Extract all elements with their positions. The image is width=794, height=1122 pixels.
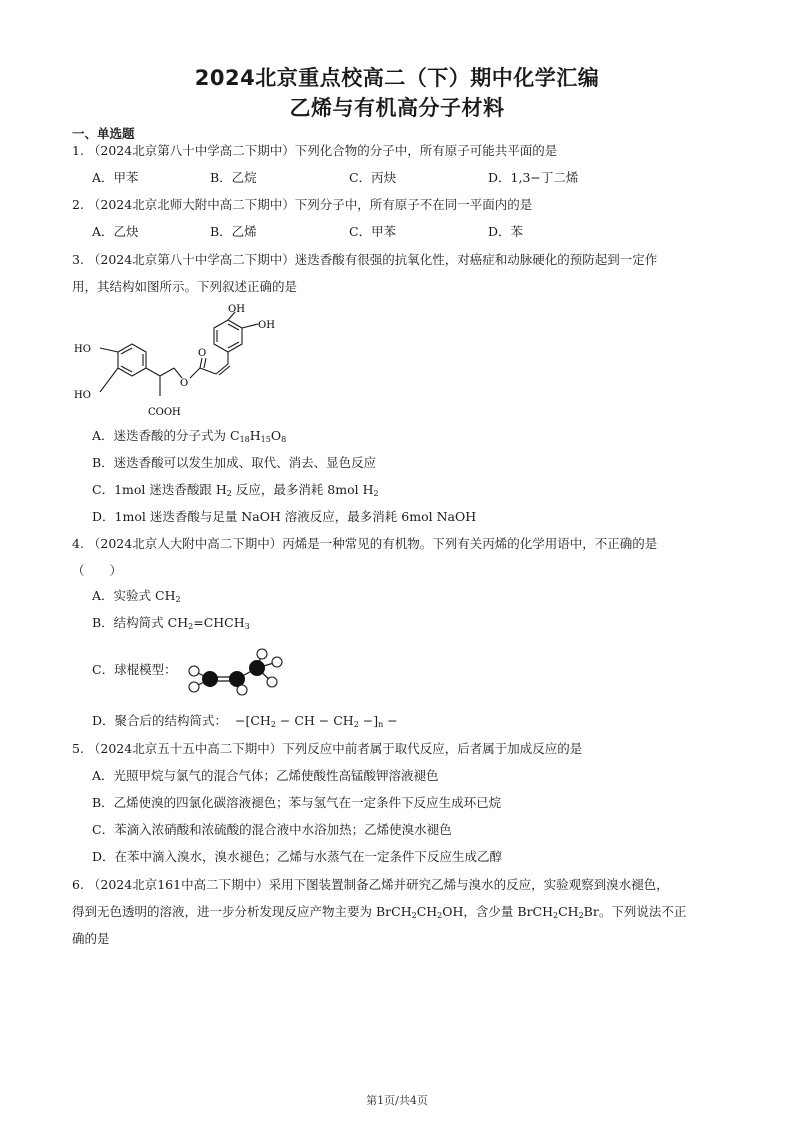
question-6-stem-line2: 得到无色透明的溶液，进一步分析发现反应产物主要为 $BrCH_2CH_2OH$，含少量 $BrCH_2CH_2Br$。下列说法不正 [72, 904, 687, 920]
q3-option-a: A．迷迭香酸的分子式为 $C_{18}H_{15}O_8$ [92, 428, 287, 444]
propene-ball-stick-model [180, 646, 290, 696]
question-3-stem-line1: 3. （2024北京第八十中学高二下期中）迷迭香酸有很强的抗氧化性，对癌症和动脉硬化的预防起到一定作 [72, 252, 658, 267]
q4-option-a: A．实验式 $CH_2$ [92, 588, 181, 604]
q4-option-b: B．结构简式 $CH_2=CHCH_3$ [92, 615, 250, 631]
structure-label-oh-2: OH [258, 320, 275, 331]
q4-option-d: D．聚合后的结构简式： $-[CH_2$ − CH − $CH_2 -]_n$ − [92, 713, 398, 729]
q5-option-d: D．在苯中滴入溴水，溴水褪色；乙烯与水蒸气在一定条件下反应生成乙醇 [92, 849, 503, 864]
q1-option-d: D．1,3−丁二烯 [488, 170, 579, 185]
section-heading: 一、单选题 [72, 126, 135, 141]
q1-option-c: C．丙炔 [349, 170, 397, 185]
question-2-stem: 2. （2024北京北师大附中高二下期中）下列分子中，所有原子不在同一平面内的是 [72, 197, 533, 212]
document-subtitle: 乙烯与有机高分子材料 [289, 96, 505, 120]
structure-label-cooh: COOH [148, 407, 181, 418]
document-title: 2024北京重点校高二（下）期中化学汇编 [194, 66, 600, 90]
structure-label-o-carbonyl: O [198, 348, 207, 359]
question-4-answer-paren: （ ） [72, 563, 123, 578]
question-1-stem: 1. （2024北京第八十中学高二下期中）下列化合物的分子中，所有原子可能共平面的是 [72, 143, 558, 158]
question-3-stem-line2: 用，其结构如图所示。下列叙述正确的是 [72, 279, 298, 294]
q5-option-b: B．乙烯使溴的四氯化碳溶液褪色；苯与氢气在一定条件下反应生成环已烷 [92, 795, 502, 810]
q2-option-d: D．苯 [488, 224, 524, 239]
q2-option-a: A．乙炔 [92, 224, 139, 239]
q1-option-a: A．甲苯 [92, 170, 139, 185]
structure-label-oh-1: OH [228, 304, 245, 315]
q2-option-b: B．乙烯 [210, 224, 257, 239]
question-4-stem: 4. （2024北京人大附中高二下期中）丙烯是一种常见的有机物。下列有关丙烯的化学用语中，不正确的是 [72, 536, 658, 551]
question-6-stem-line1: 6. （2024北京161中高二下期中）采用下图装置制备乙烯并研究乙烯与溴水的反应，实验观察到溴水褪色， [72, 877, 669, 892]
rosmarinic-acid-structure [70, 300, 300, 420]
structure-label-ho-2: HO [74, 390, 91, 401]
q3-option-c: C．1mol 迷迭香酸跟 $H_2$ 反应，最多消耗 8mol $H_2$ [92, 482, 379, 498]
q3-option-b: B．迷迭香酸可以发生加成、取代、消去、显色反应 [92, 455, 377, 470]
question-5-stem: 5. （2024北京五十五中高二下期中）下列反应中前者属于取代反应，后者属于加成反应的是 [72, 741, 583, 756]
q5-option-c: C．苯滴入浓硝酸和浓硫酸的混合液中水浴加热；乙烯使溴水褪色 [92, 822, 452, 837]
q3-option-d: D．1mol 迷迭香酸与足量 NaOH 溶液反应，最多消耗 6mol NaOH [92, 509, 477, 524]
q5-option-a: A．光照甲烷与氯气的混合气体；乙烯使酸性高锰酸钾溶液褪色 [92, 768, 439, 783]
question-6-stem-line3: 确的是 [72, 931, 110, 946]
q4-option-c: C．球棍模型： [92, 662, 177, 677]
page-number: 第1页/共4页 [366, 1094, 428, 1107]
structure-label-o-ester: O [180, 378, 189, 389]
q1-option-b: B．乙烷 [210, 170, 257, 185]
structure-label-ho-1: HO [74, 344, 91, 355]
q2-option-c: C．甲苯 [349, 224, 397, 239]
